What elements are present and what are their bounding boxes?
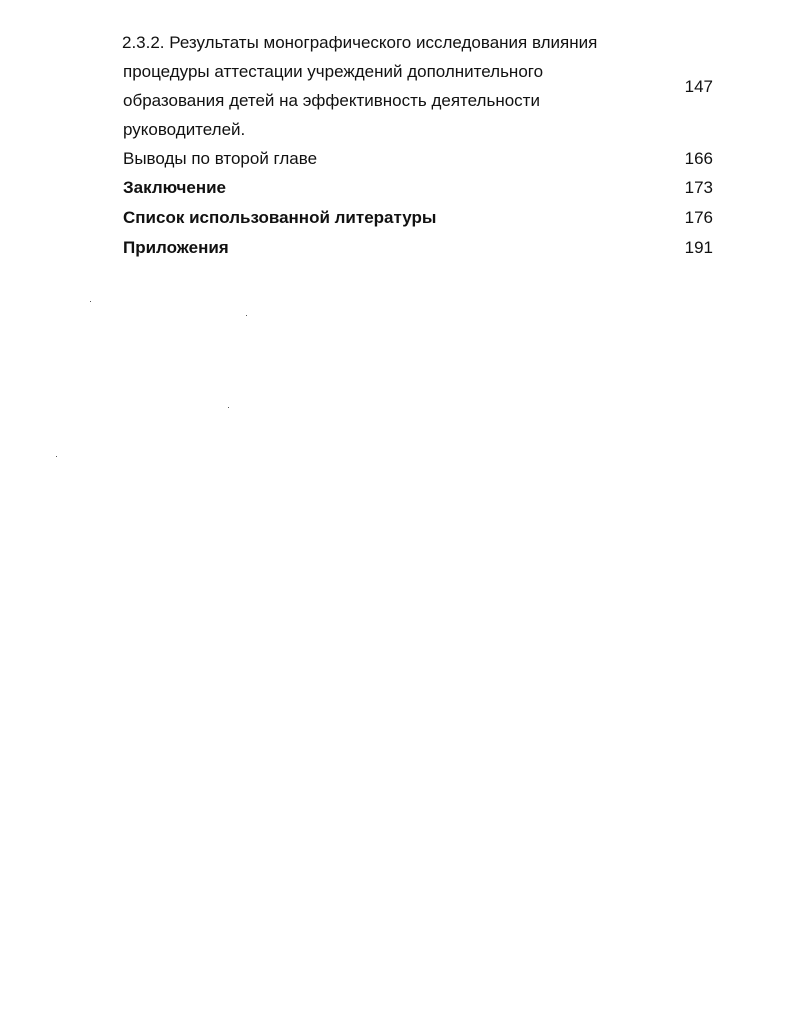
toc-page-number: 166 (684, 149, 713, 168)
toc-entry-2-3-2 (123, 28, 713, 144)
scan-speck (90, 301, 91, 302)
toc-title-line: процедуры аттестации учреждений дополнительного (123, 62, 544, 81)
toc-page-number: 191 (684, 238, 713, 257)
toc-entry-title: Заключение (123, 178, 226, 197)
scan-speck (56, 456, 57, 457)
toc-entry-appendices (123, 233, 713, 262)
toc-entry-title: Список использованной литературы (123, 208, 437, 227)
scan-speck (228, 407, 229, 408)
toc-title-line: руководителей. (123, 120, 246, 139)
scan-speck (246, 315, 247, 316)
toc-title-line: 2.3.2. Результаты монографического исследования влияния (122, 33, 598, 52)
toc-entry-bibliography (123, 203, 713, 232)
toc-entry-title (122, 28, 598, 144)
toc-page-number: 176 (684, 208, 713, 227)
toc-entry-title: Приложения (123, 238, 229, 257)
toc-page-number: 173 (684, 178, 713, 197)
toc-page-number: 147 (684, 77, 713, 96)
toc-entry-conclusions-chapter-2 (123, 144, 713, 173)
toc-entry-title: Выводы по второй главе (123, 149, 318, 168)
toc-title-line: образования детей на эффективность деятельности (123, 91, 540, 110)
toc-entry-conclusion (123, 173, 713, 202)
